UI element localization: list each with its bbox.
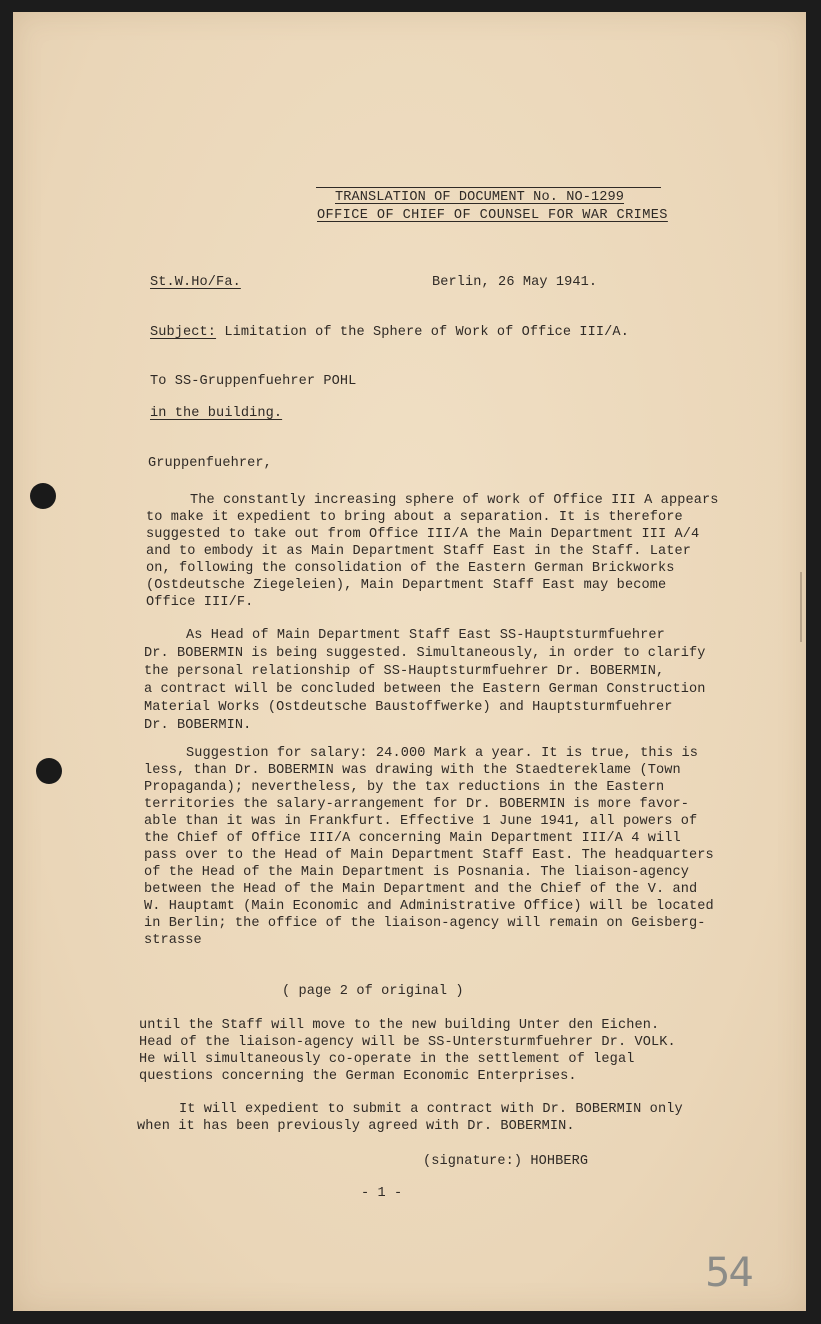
signature: (signature:) HOHBERG <box>423 1154 589 1169</box>
recipient: To SS-Gruppenfuehrer POHL <box>150 374 357 389</box>
text-line: the Chief of Office III/A concerning Main Department III/A 4 will <box>144 831 681 846</box>
punch-hole-bottom <box>36 758 62 784</box>
text-line: territories the salary-arrangement for Dr. BOBERMIN is more favor- <box>144 797 689 812</box>
text-line: Propaganda); nevertheless, by the tax reductions in the Eastern <box>144 780 665 795</box>
text-line: and to embody it as Main Department Staff East in the Staff. Later <box>146 544 691 559</box>
text-line: to make it expedient to bring about a separation. It is therefore <box>146 510 683 525</box>
reference-code: St.W.Ho/Fa. <box>150 275 241 290</box>
subject-line <box>150 324 629 341</box>
text-line: The constantly increasing sphere of work of Office III A appears <box>190 493 719 508</box>
text-line: in Berlin; the office of the liaison-agency will remain on Geisberg- <box>144 916 706 931</box>
subject-text: Limitation of the Sphere of Work of Office III/A. <box>224 325 629 340</box>
text-line: of the Head of the Main Department is Posnania. The liaison-agency <box>144 865 689 880</box>
salutation: Gruppenfuehrer, <box>148 456 272 471</box>
text-line: the personal relationship of SS-Hauptsturmfuehrer Dr. BOBERMIN, <box>144 664 665 679</box>
text-line: As Head of Main Department Staff East SS-Hauptsturmfuehrer <box>186 628 665 643</box>
text-line: suggested to take out from Office III/A the Main Department III A/4 <box>146 527 700 542</box>
page-marker: ( page 2 of original ) <box>282 984 464 999</box>
text-line: Suggestion for salary: 24.000 Mark a year. It is true, this is <box>186 746 698 761</box>
punch-hole-top <box>30 483 56 509</box>
text-line: Material Works (Ostdeutsche Baustoffwerke) and Hauptsturmfuehrer <box>144 700 673 715</box>
text-line: It will expedient to submit a contract with Dr. BOBERMIN only <box>179 1102 683 1117</box>
text-line: until the Staff will move to the new building Unter den Eichen. <box>139 1018 660 1033</box>
text-line: strasse <box>144 933 202 948</box>
text-line: pass over to the Head of Main Department Staff East. The headquarters <box>144 848 714 863</box>
text-line: able than it was in Frankfurt. Effective 1 June 1941, all powers of <box>144 814 698 829</box>
header-top-rule <box>316 187 661 188</box>
text-line: Office III/F. <box>146 595 254 610</box>
place-date: Berlin, 26 May 1941. <box>432 275 598 290</box>
text-line: W. Hauptamt (Main Economic and Administrative Office) will be located <box>144 899 714 914</box>
recipient-location: in the building. <box>150 406 283 421</box>
paper-edge-mark <box>800 572 802 642</box>
text-line: Dr. BOBERMIN. <box>144 718 252 733</box>
text-line: Dr. BOBERMIN is being suggested. Simultaneously, in order to clarify <box>144 646 706 661</box>
page-number: - 1 - <box>361 1186 403 1201</box>
text-line: when it has been previously agreed with Dr. BOBERMIN. <box>137 1119 575 1134</box>
header-line-2: OFFICE OF CHIEF OF COUNSEL FOR WAR CRIMES <box>317 208 668 223</box>
text-line: Head of the liaison-agency will be SS-Untersturmfuehrer Dr. VOLK. <box>139 1035 676 1050</box>
subject-label: Subject: <box>150 325 217 340</box>
header-line-1: TRANSLATION OF DOCUMENT No. NO-1299 <box>335 190 625 205</box>
document-page <box>13 12 806 1311</box>
text-line: on, following the consolidation of the Eastern German Brickworks <box>146 561 675 576</box>
text-line: questions concerning the German Economic Enterprises. <box>139 1069 577 1084</box>
text-line: He will simultaneously co-operate in the settlement of legal <box>139 1052 635 1067</box>
text-line: a contract will be concluded between the Eastern German Construction <box>144 682 706 697</box>
text-line: between the Head of the Main Department and the Chief of the V. and <box>144 882 698 897</box>
handwritten-page-number: 54 <box>705 1250 752 1296</box>
text-line: (Ostdeutsche Ziegeleien), Main Department Staff East may become <box>146 578 667 593</box>
text-line: less, than Dr. BOBERMIN was drawing with the Staedtereklame (Town <box>144 763 681 778</box>
